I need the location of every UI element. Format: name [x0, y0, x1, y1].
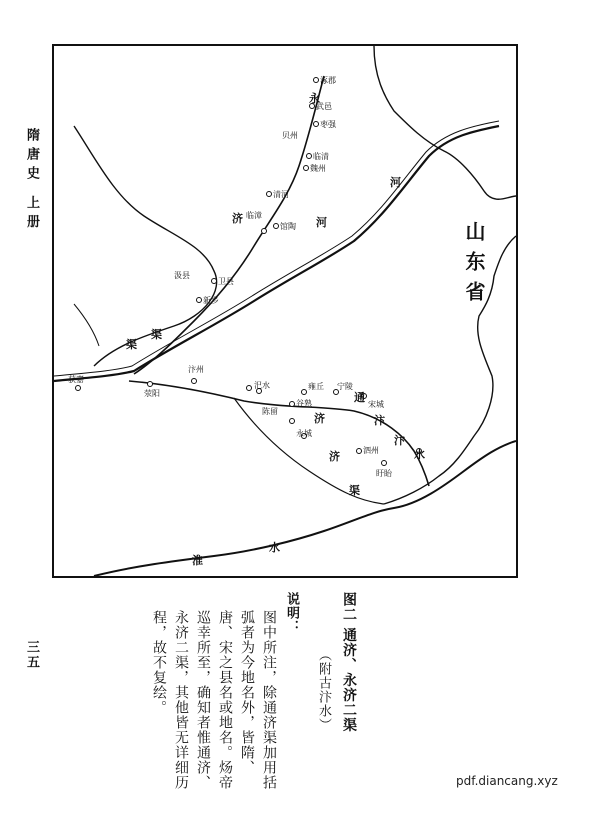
place-label: 卫县 [218, 277, 234, 286]
river-label: 河 [390, 176, 401, 189]
canal-label: 渠 [126, 338, 137, 351]
place-label: 贝州 [282, 131, 298, 140]
shandong-coast [384, 236, 516, 504]
river-label: 河 [316, 216, 327, 229]
place-label: 盱眙 [376, 469, 392, 478]
canal-label: 渠 [151, 328, 162, 341]
place-label: 清河 [273, 190, 289, 199]
book-title: 隋唐史 上册 [24, 128, 39, 234]
place-label: 魏州 [310, 164, 326, 173]
canal-label: 永 [309, 92, 320, 105]
province-label: 山东省 [462, 221, 486, 311]
map [52, 44, 518, 578]
note-heading: 说明： [284, 592, 299, 634]
place-label: 永城 [296, 429, 312, 438]
river-label: 济 [329, 450, 340, 463]
river-label: 淮 [192, 554, 203, 567]
place-label: 汴州 [188, 365, 204, 374]
river-label: 汴 [374, 414, 385, 427]
west-river [74, 126, 217, 366]
map-canvas [54, 46, 516, 576]
yellow-river [54, 126, 499, 381]
figure-subtitle: （附古汴水） [316, 648, 331, 732]
place-label: 武邑 [316, 102, 332, 111]
river-label: 水 [414, 448, 425, 461]
figure-title: 图二 通济、永济二渠 [341, 592, 357, 733]
page-number: 三五 [24, 640, 39, 670]
canal-label: 济 [314, 412, 325, 425]
place-label: 汲县 [174, 271, 190, 280]
place-label: 获嘉 [68, 375, 84, 384]
place-label: 新乡 [203, 296, 219, 305]
place-label: 枣强 [320, 120, 336, 129]
caption [151, 592, 360, 792]
place-label: 陈留 [262, 407, 278, 416]
river-label: 汴 [394, 434, 405, 447]
place-label: 泗州 [363, 446, 379, 455]
place-label: 荥阳 [144, 389, 160, 398]
huai-river [94, 441, 516, 576]
canal-label: 渠 [349, 484, 360, 497]
canal-label: 济 [232, 212, 243, 225]
place-label: 涿郡 [320, 76, 336, 85]
note-body: 图中所注，除通济渠加用括弧者为今地名外，皆隋、唐、宋之县名或地名。炀帝巡幸所至，确知者惟通济、永济二渠，其他皆无详细历程，故不复绘。 [151, 610, 277, 790]
place-label: 谷熟 [296, 399, 312, 408]
place-label: 雍丘 [308, 382, 324, 391]
watermark: pdf.diancang.xyz [456, 774, 558, 788]
place-label: 汜水 [254, 381, 270, 390]
place-label: 临清 [313, 152, 329, 161]
river-label: 水 [269, 541, 280, 554]
canal-label: 通 [354, 391, 365, 404]
place-label: 临漳 [246, 211, 262, 220]
place-label: 宋城 [368, 400, 384, 409]
place-label: 馆陶 [280, 222, 296, 231]
place-label: 宁陵 [337, 382, 353, 391]
